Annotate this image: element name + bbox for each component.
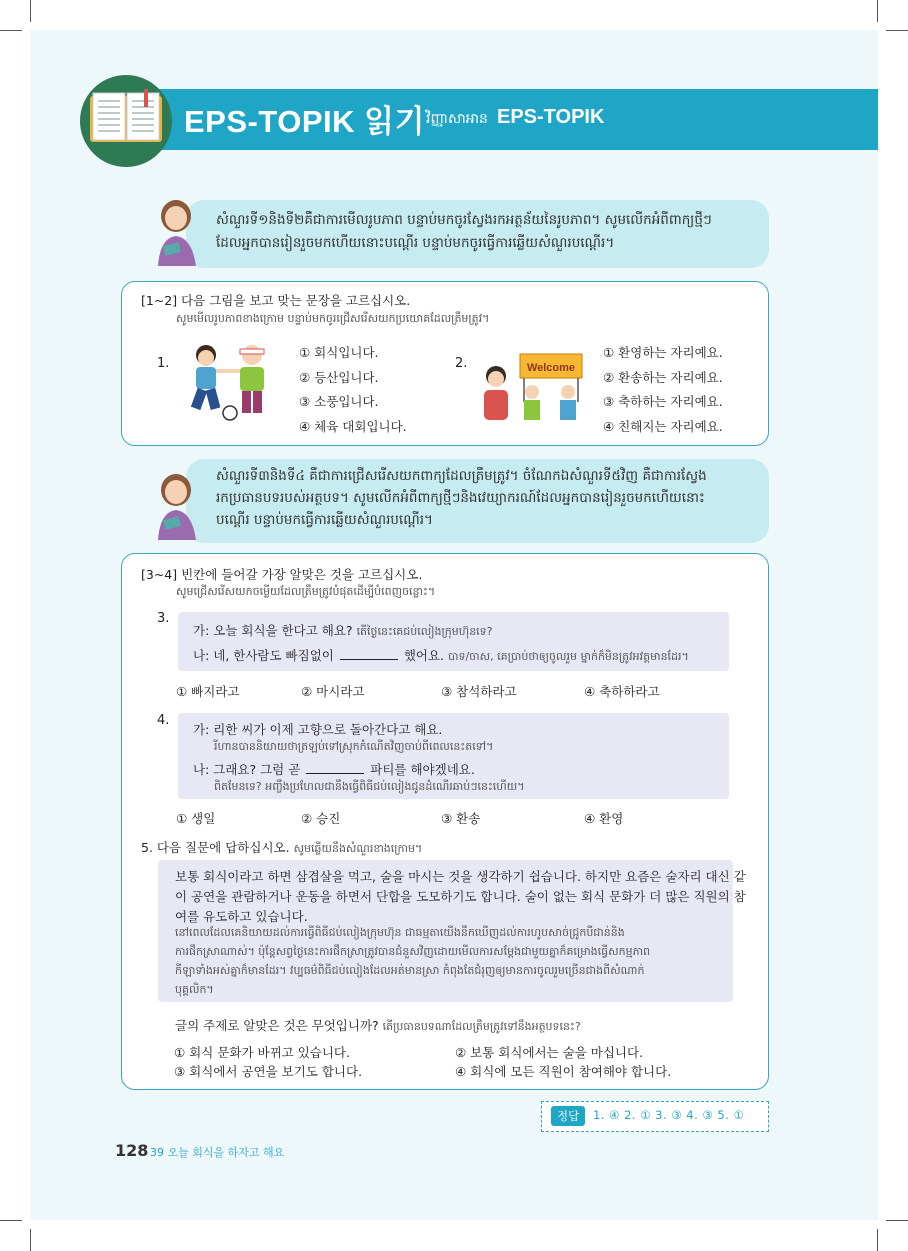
dialog-text-kh: រីហានបាននិយាយថាត្រឡប់ទៅស្រុកកំណើតវិញចាប់ពីពេលនេះតទៅ។ [214, 740, 494, 753]
question-text-kh: សូមឆ្លើយនឹងសំណួរខាងក្រោម។ [293, 842, 423, 855]
dialog-text: 나: 그래요? 그럼 곧 [193, 762, 301, 777]
dialog-line [193, 760, 475, 778]
dialog-line [193, 646, 689, 666]
question-number: 2. [455, 356, 468, 371]
crop-mark [0, 30, 22, 31]
answer-key-label: 정답 [551, 1106, 585, 1126]
option[interactable]: ③ 참석하라고 [441, 684, 517, 699]
crop-mark [0, 1220, 22, 1221]
passage-line-kh: កីឡាទាំងអស់គ្នាក៏មានដែរ។ វប្បធម៌ពិធីជប់លៀងដែលអត់មានស្រា កំពុងតែជំរុញឲ្យមានការចូលរួមច្រើនជាងពីសំណាក់ [175, 964, 645, 977]
question-5-prompt [175, 1016, 581, 1036]
dialog-text: 가: 오늘 회식을 한다고 해요? [193, 623, 353, 638]
instruction-bubble [186, 200, 769, 268]
dialog-text: 나: 네, 한사람도 빠짐없이 [193, 648, 334, 663]
crop-mark [877, 1229, 878, 1251]
option[interactable]: ④ 회식에 모든 직원이 참여해야 합니다. [455, 1064, 672, 1079]
option[interactable]: ③ 축하하는 자리예요. [603, 394, 723, 409]
option[interactable]: ④ 친해지는 자리예요. [603, 419, 723, 434]
page-subtitle: EPS-TOPIK [497, 106, 605, 128]
option[interactable]: ② 환송하는 자리예요. [603, 370, 723, 385]
dialog-text: 가: 리한 씨가 이제 고향으로 돌아간다고 해요. [193, 722, 443, 737]
question-number: 4. [157, 713, 170, 728]
dialog-text-kh: ពិតមែនទេ? អញ្ចឹងប្រហែលជានឹងធ្វើពិធីជប់លៀងជូនដំណើរឆាប់ៗនេះហើយ។ [214, 780, 525, 793]
dialog-line [193, 621, 493, 641]
sports-day-illustration [178, 341, 288, 423]
option[interactable]: ② 등산입니다. [299, 370, 379, 385]
instruction-line: សំណួរទី១និងទី២គឺជាការមើលរូបភាព បន្ទាប់មកចូរស្វែងរកអត្ថន័យនៃរូបភាព។ សូមលើកអំពីពាក្យថ្មីៗ [216, 212, 712, 228]
option[interactable]: ② 승진 [301, 811, 341, 826]
crop-mark [877, 0, 878, 22]
answer-key [541, 1101, 769, 1132]
option[interactable]: ③ 회식에서 공연을 보기도 합니다. [174, 1064, 363, 1079]
crop-mark [30, 0, 31, 22]
page-number: 128 [115, 1141, 149, 1160]
option[interactable]: ④ 체육 대회입니다. [299, 419, 407, 434]
option[interactable]: ④ 축하하라고 [584, 684, 660, 699]
passage-line-kh: នៅពេលដែលគេនិយាយដល់ការធ្វើពិធីជប់លៀងក្រុមហ៊ុន ជាធម្មតាយើងនឹកឃើញដល់ការហូបសាច់ជ្រូកបីជាន់និង [175, 926, 625, 939]
option[interactable]: ① 회식 문화가 바뀌고 있습니다. [174, 1045, 350, 1060]
option[interactable]: ③ 소풍입니다. [299, 394, 379, 409]
option[interactable]: ① 환영하는 자리예요. [603, 345, 723, 360]
passage-line: 보통 회식이라고 하면 삼겹살을 먹고, 술을 마시는 것을 생각하기 쉽습니다. 하지만 요즘은 술자리 대신 같 [175, 869, 746, 884]
passage-line: 이 공연을 관람하거나 운동을 하면서 단합을 도모하기도 합니다. 술이 없는 회식 문화가 더 많은 직원의 참 [175, 889, 746, 904]
chapter-title: 39 오늘 회식을 하자고 해요 [150, 1146, 285, 1159]
section-heading: [3~4] 빈칸에 들어갈 가장 알맞은 것을 고르십시오. [141, 567, 423, 582]
answer-key-text: 1. ④ 2. ① 3. ③ 4. ③ 5. ① [593, 1108, 745, 1122]
instruction-line: សំណួរទី៣និងទី៤ គឺជាការជ្រើសរើសយកពាក្យដែលត្រឹមត្រូវ។ ចំណែកឯសំណួរទី៥វិញ គឺជាការស្វែង [216, 468, 707, 484]
crop-mark [30, 1229, 31, 1251]
dialog-text: 파티를 해야겠네요. [370, 762, 475, 777]
page-subtitle-kh: វិញ្ញាសាអាន [426, 111, 488, 127]
dialog-text-kh: បាទ/ចាស, គេប្រាប់ថាឲ្យចូលរួម ម្នាក់ក៏មិនត្រូវអវត្តមានដែរ។ [448, 650, 689, 663]
instruction-line: បណ្ដើរ បន្ទាប់មកធ្វើការឆ្លើយសំណួរបណ្ដើរ។ [216, 512, 433, 528]
question-number: 1. [157, 356, 170, 371]
crop-mark [886, 30, 908, 31]
dialog-text-kh: តើថ្ងៃនេះគេជប់លៀងក្រុមហ៊ុនទេ? [356, 625, 493, 638]
option[interactable]: ① 빠지라고 [176, 684, 240, 699]
question-5-heading [141, 838, 422, 858]
welcome-sign-text: Welcome [526, 362, 576, 374]
question-text: 5. 다음 질문에 답하십시오. [141, 840, 290, 855]
section-heading-kh: សូមជ្រើសរើសយកចម្លើយដែលត្រឹមត្រូវបំផុតដើម្បីបំពេញចន្លោះ។ [176, 585, 436, 598]
answer-blank[interactable] [340, 648, 398, 660]
open-book-icon [80, 75, 172, 167]
option[interactable]: ③ 환송 [441, 811, 481, 826]
page-title: EPS-TOPIK 읽기 [184, 104, 426, 139]
option[interactable]: ② 마시라고 [301, 684, 365, 699]
option[interactable]: ① 생일 [176, 811, 216, 826]
passage-line-kh: បុគ្គលិក។ [175, 983, 214, 996]
question-text-kh: តើប្រធានបទណាដែលត្រឹមត្រូវទៅនឹងអត្ថបទនេះ? [382, 1020, 581, 1033]
question-text: 글의 주제로 알맞은 것은 무엇입니까? [175, 1018, 379, 1033]
passage-line: 여를 유도하고 있습니다. [175, 909, 308, 924]
book-emblem [80, 75, 172, 167]
answer-blank[interactable] [306, 762, 364, 774]
welcome-illustration [480, 346, 588, 420]
question-number: 3. [157, 611, 170, 626]
instruction-bubble [186, 459, 769, 543]
section-heading-kh: សូមមើលរូបភាពខាងក្រោម បន្ទាប់មកចូរជ្រើសរើសយកប្រយោគដែលត្រឹមត្រូវ។ [176, 312, 490, 325]
option[interactable]: ④ 환영 [584, 811, 624, 826]
section-heading: [1~2] 다음 그림을 보고 맞는 문장을 고르십시오. [141, 293, 411, 308]
teacher-icon [150, 196, 202, 266]
passage-line-kh: ការផឹកស្រាណាស់។ ប៉ុន្តែសព្វថ្ងៃនេះការផឹកស្រាត្រូវបានជំនួសវិញដោយមើលការសម្ដែងជាមួយគ្នាក៏គម្រោងធ្វើសកម្មភាព [175, 945, 651, 958]
dialog-text: 했어요. [403, 648, 445, 663]
option[interactable]: ① 회식입니다. [299, 345, 379, 360]
teacher-icon [150, 470, 202, 540]
instruction-line: រកប្រធានបទរបស់អត្ថបទ។ សូមលើកអំពីពាក្យថ្មីៗនិងវេយ្យាករណ៍ដែលអ្នកបានរៀនរួចមកហើយនោះ [216, 490, 705, 506]
crop-mark [886, 1220, 908, 1221]
instruction-line: ដែលអ្នកបានរៀនរួចមកហើយនោះបណ្ដើរ បន្ទាប់មកចូរធ្វើការឆ្លើយសំណួរបណ្ដើរ។ [216, 235, 615, 251]
option[interactable]: ② 보통 회식에서는 술을 마십니다. [455, 1045, 644, 1060]
